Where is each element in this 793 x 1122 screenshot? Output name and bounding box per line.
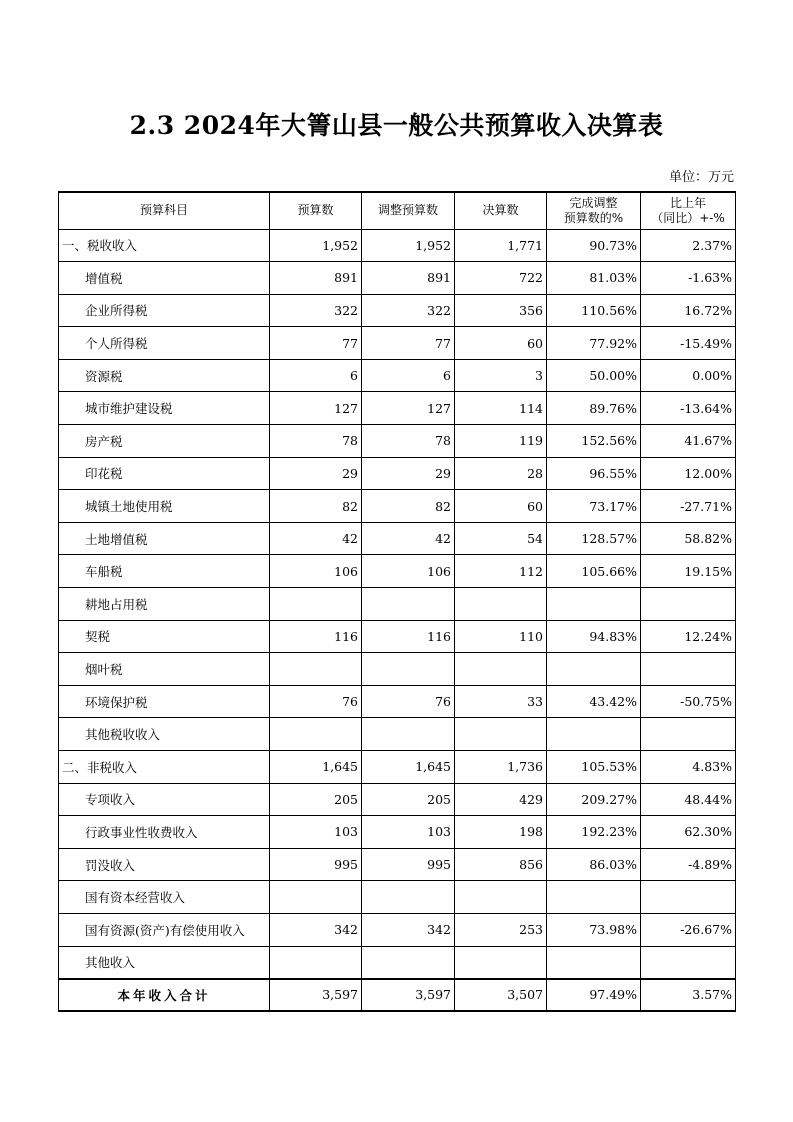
table-row xyxy=(59,392,736,425)
cell-final xyxy=(455,588,547,621)
cell-budget: 106 xyxy=(270,555,362,588)
cell-yoy: 4.83% xyxy=(641,751,736,784)
header-completion-line2: 预算数的% xyxy=(563,210,624,225)
header-final: 决算数 xyxy=(455,192,547,229)
cell-final: 356 xyxy=(455,294,547,327)
cell-completion xyxy=(547,653,641,686)
cell-yoy xyxy=(641,588,736,621)
header-yoy-line2: （同比）+-% xyxy=(651,210,725,225)
cell-budget: 1,645 xyxy=(270,751,362,784)
cell-completion xyxy=(547,881,641,914)
cell-subject: 车船税 xyxy=(59,555,270,588)
table-row xyxy=(59,685,736,718)
cell-subject: 国有资源(资产)有偿使用收入 xyxy=(59,913,270,946)
cell-subject: 国有资本经营收入 xyxy=(59,881,270,914)
cell-completion xyxy=(547,588,641,621)
table-row xyxy=(59,457,736,490)
cell-final: 429 xyxy=(455,783,547,816)
cell-adjusted xyxy=(362,588,455,621)
cell-completion: 73.17% xyxy=(547,490,641,523)
cell-budget xyxy=(270,588,362,621)
cell-yoy: 62.30% xyxy=(641,816,736,849)
table-row xyxy=(59,229,736,262)
cell-adjusted: 205 xyxy=(362,783,455,816)
cell-yoy xyxy=(641,946,736,979)
cell-final: 3 xyxy=(455,359,547,392)
cell-adjusted: 103 xyxy=(362,816,455,849)
header-adjusted: 调整预算数 xyxy=(362,192,455,229)
cell-final xyxy=(455,653,547,686)
table-row xyxy=(59,262,736,295)
table-row xyxy=(59,913,736,946)
cell-budget: 42 xyxy=(270,522,362,555)
cell-yoy: 19.15% xyxy=(641,555,736,588)
cell-adjusted: 322 xyxy=(362,294,455,327)
cell-subject: 耕地占用税 xyxy=(59,588,270,621)
cell-yoy: -13.64% xyxy=(641,392,736,425)
table-row xyxy=(59,848,736,881)
header-completion xyxy=(547,192,641,229)
cell-budget: 76 xyxy=(270,685,362,718)
cell-yoy: -15.49% xyxy=(641,327,736,360)
cell-subject: 房产税 xyxy=(59,425,270,458)
table-row xyxy=(59,522,736,555)
cell-subject: 二、非税收入 xyxy=(59,751,270,784)
cell-yoy: 12.00% xyxy=(641,457,736,490)
cell-budget xyxy=(270,946,362,979)
total-completion: 97.49% xyxy=(547,979,641,1011)
cell-subject: 资源税 xyxy=(59,359,270,392)
cell-yoy: 41.67% xyxy=(641,425,736,458)
cell-adjusted: 342 xyxy=(362,913,455,946)
cell-completion: 50.00% xyxy=(547,359,641,392)
table-header-row xyxy=(59,192,736,229)
cell-completion: 192.23% xyxy=(547,816,641,849)
cell-adjusted: 78 xyxy=(362,425,455,458)
cell-completion: 90.73% xyxy=(547,229,641,262)
cell-budget xyxy=(270,881,362,914)
cell-budget xyxy=(270,653,362,686)
cell-adjusted: 995 xyxy=(362,848,455,881)
cell-yoy: -4.89% xyxy=(641,848,736,881)
cell-yoy: 12.24% xyxy=(641,620,736,653)
cell-adjusted xyxy=(362,653,455,686)
table-row xyxy=(59,359,736,392)
cell-final xyxy=(455,946,547,979)
cell-yoy: -1.63% xyxy=(641,262,736,295)
table-row xyxy=(59,555,736,588)
table-row xyxy=(59,294,736,327)
cell-adjusted: 891 xyxy=(362,262,455,295)
cell-final xyxy=(455,718,547,751)
header-yoy-line1: 比上年 xyxy=(669,195,706,210)
cell-adjusted: 82 xyxy=(362,490,455,523)
cell-completion: 105.66% xyxy=(547,555,641,588)
cell-completion xyxy=(547,946,641,979)
cell-budget: 1,952 xyxy=(270,229,362,262)
cell-completion: 86.03% xyxy=(547,848,641,881)
cell-yoy: 16.72% xyxy=(641,294,736,327)
cell-completion: 110.56% xyxy=(547,294,641,327)
cell-subject: 其他收入 xyxy=(59,946,270,979)
cell-budget: 103 xyxy=(270,816,362,849)
header-budget: 预算数 xyxy=(270,192,362,229)
cell-completion: 89.76% xyxy=(547,392,641,425)
total-yoy: 3.57% xyxy=(641,979,736,1011)
cell-budget: 82 xyxy=(270,490,362,523)
table-row xyxy=(59,718,736,751)
cell-yoy: 58.82% xyxy=(641,522,736,555)
table-row xyxy=(59,751,736,784)
cell-subject: 契税 xyxy=(59,620,270,653)
table-row xyxy=(59,816,736,849)
page-title: 2.3 2024年大箐山县一般公共预算收入决算表 xyxy=(129,111,664,140)
cell-subject: 城市维护建设税 xyxy=(59,392,270,425)
cell-final: 1,736 xyxy=(455,751,547,784)
cell-budget: 322 xyxy=(270,294,362,327)
cell-adjusted: 6 xyxy=(362,359,455,392)
cell-completion: 94.83% xyxy=(547,620,641,653)
cell-completion: 209.27% xyxy=(547,783,641,816)
cell-adjusted: 76 xyxy=(362,685,455,718)
cell-yoy: -26.67% xyxy=(641,913,736,946)
cell-adjusted: 29 xyxy=(362,457,455,490)
cell-budget: 29 xyxy=(270,457,362,490)
cell-budget: 891 xyxy=(270,262,362,295)
cell-final: 28 xyxy=(455,457,547,490)
cell-yoy: 2.37% xyxy=(641,229,736,262)
cell-completion: 77.92% xyxy=(547,327,641,360)
cell-budget: 342 xyxy=(270,913,362,946)
cell-yoy xyxy=(641,881,736,914)
cell-adjusted: 127 xyxy=(362,392,455,425)
cell-final: 112 xyxy=(455,555,547,588)
cell-completion: 73.98% xyxy=(547,913,641,946)
cell-final: 110 xyxy=(455,620,547,653)
cell-adjusted: 77 xyxy=(362,327,455,360)
cell-adjusted xyxy=(362,946,455,979)
header-subject: 预算科目 xyxy=(59,192,270,229)
cell-final: 198 xyxy=(455,816,547,849)
cell-subject: 环境保护税 xyxy=(59,685,270,718)
cell-adjusted: 42 xyxy=(362,522,455,555)
cell-completion: 128.57% xyxy=(547,522,641,555)
cell-final: 119 xyxy=(455,425,547,458)
budget-revenue-table xyxy=(58,191,736,1012)
cell-final: 253 xyxy=(455,913,547,946)
cell-budget xyxy=(270,718,362,751)
cell-yoy: 0.00% xyxy=(641,359,736,392)
cell-completion: 81.03% xyxy=(547,262,641,295)
cell-budget: 77 xyxy=(270,327,362,360)
cell-final: 60 xyxy=(455,327,547,360)
table-row xyxy=(59,881,736,914)
table-row xyxy=(59,783,736,816)
cell-adjusted: 106 xyxy=(362,555,455,588)
cell-final: 1,771 xyxy=(455,229,547,262)
cell-final: 54 xyxy=(455,522,547,555)
table-row xyxy=(59,653,736,686)
cell-budget: 127 xyxy=(270,392,362,425)
cell-budget: 78 xyxy=(270,425,362,458)
cell-yoy xyxy=(641,718,736,751)
total-budget: 3,597 xyxy=(270,979,362,1011)
cell-subject: 一、税收收入 xyxy=(59,229,270,262)
cell-adjusted: 1,645 xyxy=(362,751,455,784)
cell-adjusted xyxy=(362,881,455,914)
cell-yoy xyxy=(641,653,736,686)
cell-adjusted: 1,952 xyxy=(362,229,455,262)
cell-final: 33 xyxy=(455,685,547,718)
cell-budget: 6 xyxy=(270,359,362,392)
cell-subject: 其他税收收入 xyxy=(59,718,270,751)
cell-yoy: 48.44% xyxy=(641,783,736,816)
cell-subject: 印花税 xyxy=(59,457,270,490)
cell-budget: 205 xyxy=(270,783,362,816)
cell-completion: 152.56% xyxy=(547,425,641,458)
cell-final: 60 xyxy=(455,490,547,523)
table-row xyxy=(59,588,736,621)
table-row xyxy=(59,327,736,360)
unit-label: 单位：万元 xyxy=(668,170,734,185)
cell-yoy: -50.75% xyxy=(641,685,736,718)
cell-budget: 116 xyxy=(270,620,362,653)
cell-subject: 专项收入 xyxy=(59,783,270,816)
table-row xyxy=(59,620,736,653)
table-row xyxy=(59,946,736,979)
cell-final: 114 xyxy=(455,392,547,425)
cell-final: 856 xyxy=(455,848,547,881)
cell-completion: 43.42% xyxy=(547,685,641,718)
total-final: 3,507 xyxy=(455,979,547,1011)
header-completion-line1: 完成调整 xyxy=(569,195,618,210)
cell-subject: 增值税 xyxy=(59,262,270,295)
cell-subject: 企业所得税 xyxy=(59,294,270,327)
cell-completion: 105.53% xyxy=(547,751,641,784)
total-label: 本年收入合计 xyxy=(59,979,270,1011)
table-row xyxy=(59,425,736,458)
cell-completion xyxy=(547,718,641,751)
cell-final xyxy=(455,881,547,914)
cell-subject: 个人所得税 xyxy=(59,327,270,360)
cell-subject: 土地增值税 xyxy=(59,522,270,555)
cell-adjusted xyxy=(362,718,455,751)
total-row xyxy=(59,979,736,1011)
cell-budget: 995 xyxy=(270,848,362,881)
cell-yoy: -27.71% xyxy=(641,490,736,523)
cell-final: 722 xyxy=(455,262,547,295)
cell-adjusted: 116 xyxy=(362,620,455,653)
cell-subject: 行政事业性收费收入 xyxy=(59,816,270,849)
cell-subject: 城镇土地使用税 xyxy=(59,490,270,523)
cell-subject: 烟叶税 xyxy=(59,653,270,686)
header-yoy xyxy=(641,192,736,229)
cell-subject: 罚没收入 xyxy=(59,848,270,881)
total-adjusted: 3,597 xyxy=(362,979,455,1011)
cell-completion: 96.55% xyxy=(547,457,641,490)
table-row xyxy=(59,490,736,523)
